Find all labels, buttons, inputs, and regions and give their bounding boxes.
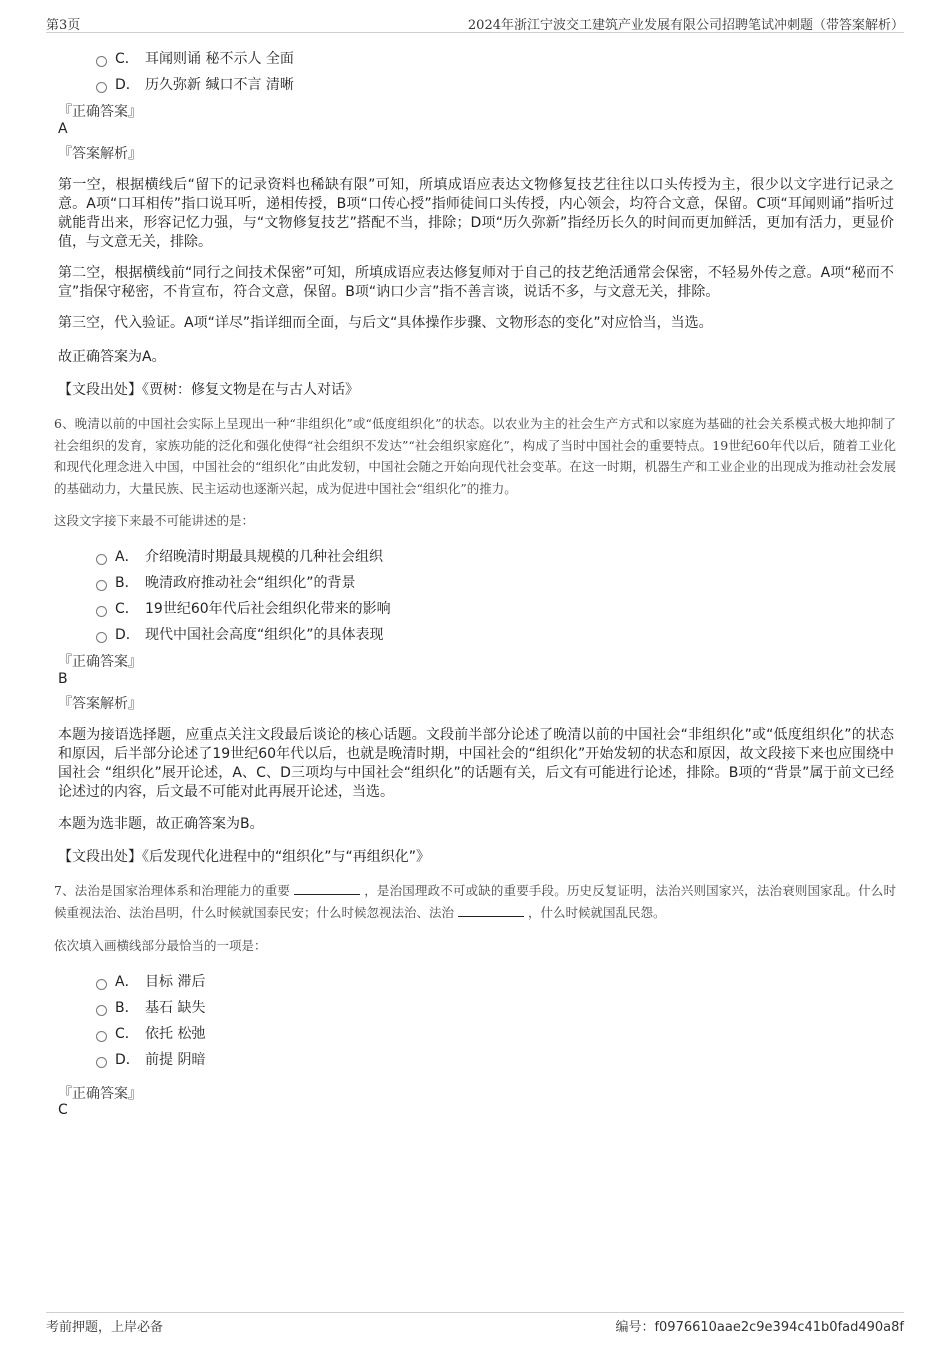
correct-answer: A	[58, 121, 68, 137]
source-citation: 【文段出处】《贾树：修复文物是在与古人对话》	[58, 382, 359, 398]
fill-blank	[458, 904, 524, 917]
fill-blank	[294, 882, 360, 895]
option-d[interactable]: D． 历久弥新 缄口不言 清晰	[96, 74, 294, 96]
analysis-paragraph: 第一空，根据横线后“留下的记录资料也稀缺有限”可知，所填成语应表达文物修复技艺往往以口头传授为主，很少以文字进行记录之意。A项“口耳相传”指口说耳听，递相传授，B项“口传心授”指师徒间口头传授，内心领会，均符合文意，保留。C项“耳闻则诵”指听过就能背出来，形容记忆力强，与“文物修复技艺”搭配不当，排除；D项“历久弥新”指经历长久的时间而更加鲜活，更加有活力，更显价值，与文意无关，排除。	[58, 177, 894, 250]
radio-icon[interactable]	[96, 82, 107, 93]
radio-icon[interactable]	[96, 56, 107, 67]
option-d[interactable]: D． 前提 阴暗	[96, 1049, 205, 1071]
analysis-paragraph: 第二空，根据横线前“同行之间技术保密”可知，所填成语应表达修复师对于自己的技艺绝活通常会保密，不轻易外传之意。A项“秘而不宣”指保守秘密，不肯宣布，符合文意，保留。B项“讷口少言”指不善言谈，说话不多，与文意无关，排除。	[58, 265, 894, 300]
correct-answer: B	[58, 671, 68, 687]
footer-slogan: 考前押题，上岸必备	[46, 1320, 164, 1335]
answer-label: 『正确答案』	[58, 104, 142, 120]
analysis-paragraph: 第三空，代入验证。A项“详尽”指详细而全面，与后文“具体操作步骤、文物形态的变化”对应恰当，当选。	[58, 315, 713, 331]
radio-icon[interactable]	[96, 979, 107, 990]
radio-icon[interactable]	[96, 606, 107, 617]
option-b[interactable]: B． 晚清政府推动社会“组织化”的背景	[96, 572, 356, 594]
option-c[interactable]: C． 19世纪60年代后社会组织化带来的影响	[96, 598, 391, 620]
page-header	[46, 12, 904, 33]
question-stem: 6、晚清以前的中国社会实际上呈现出一种“非组织化”或“低度组织化”的状态。以农业为主的社会生产方式和以家庭为基础的社会关系模式极大地抑制了社会组织的发育，家族功能的泛化和强化使得“社会组织不发达”“社会组织家庭化”，构成了当时中国社会的重要特点。19世纪60年代以后，随着工业化和现代化理念进入中国，中国社会的“组织化”由此发轫，中国社会随之开始向现代社会变革。在这一时期，机器生产和工业企业的出现成为推动社会发展的基础动力，大量民族、民主运动也逐渐兴起，成为促进中国社会“组织化”的推力。	[54, 416, 896, 496]
radio-icon[interactable]	[96, 580, 107, 591]
question-stem: 7、法治是国家治理体系和治理能力的重要 ，是治国理政不可或缺的重要手段。历史反复证明，法治兴则国家兴，法治衰则国家乱。什么时候重视法治、法治昌明，什么时候就国泰民安；什么时候忽视法治、法治 ，什么时候就国乱民怨。	[54, 883, 896, 920]
option-c[interactable]: C． 耳闻则诵 秘不示人 全面	[96, 48, 294, 70]
option-c[interactable]: C． 依托 松弛	[96, 1023, 205, 1045]
answer-label: 『正确答案』	[58, 654, 142, 670]
analysis-label: 『答案解析』	[58, 696, 142, 712]
question-prompt: 依次填入画横线部分最恰当的一项是：	[54, 938, 267, 953]
option-d[interactable]: D． 现代中国社会高度“组织化”的具体表现	[96, 624, 384, 646]
analysis-label: 『答案解析』	[58, 146, 142, 162]
analysis-paragraph: 故正确答案为A。	[58, 349, 166, 365]
radio-icon[interactable]	[96, 1057, 107, 1068]
radio-icon[interactable]	[96, 554, 107, 565]
radio-icon[interactable]	[96, 1031, 107, 1042]
source-citation: 【文段出处】《后发现代化进程中的“组织化”与“再组织化”》	[58, 849, 431, 865]
correct-answer: C	[58, 1102, 68, 1118]
analysis-paragraph: 本题为选非题，故正确答案为B。	[58, 816, 264, 832]
option-a[interactable]: A． 介绍晚清时期最具规模的几种社会组织	[96, 546, 383, 568]
radio-icon[interactable]	[96, 1005, 107, 1016]
analysis-paragraph: 本题为接语选择题，应重点关注文段最后谈论的核心话题。文段前半部分论述了晚清以前的中国社会“非组织化”或“低度组织化”的状态和原因，后半部分论述了19世纪60年代以后，也就是晚清时期，中国社会的“组织化”开始发轫的状态和原因，故文段接下来也应围绕中国社会 “组织化”展开论述，A、C、D三项均与中国社会“组织化”的话题有关，后文有可能进行论述，排除。B项的“背景”属于前文已经论述过的内容，后文最不可能对此再展开论述，当选。	[58, 727, 894, 800]
option-b[interactable]: B． 基石 缺失	[96, 997, 205, 1019]
question-prompt: 这段文字接下来最不可能讲述的是：	[54, 513, 255, 528]
page-number: 第3页	[46, 18, 81, 33]
document-title: 2024年浙江宁波交工建筑产业发展有限公司招聘笔试冲刺题（带答案解析）	[467, 18, 904, 33]
document-serial: 编号：f0976610aae2c9e394c41b0fad490a8f	[615, 1320, 904, 1335]
option-a[interactable]: A． 目标 滞后	[96, 971, 205, 993]
answer-label: 『正确答案』	[58, 1086, 142, 1102]
page-footer	[46, 1312, 904, 1335]
radio-icon[interactable]	[96, 632, 107, 643]
